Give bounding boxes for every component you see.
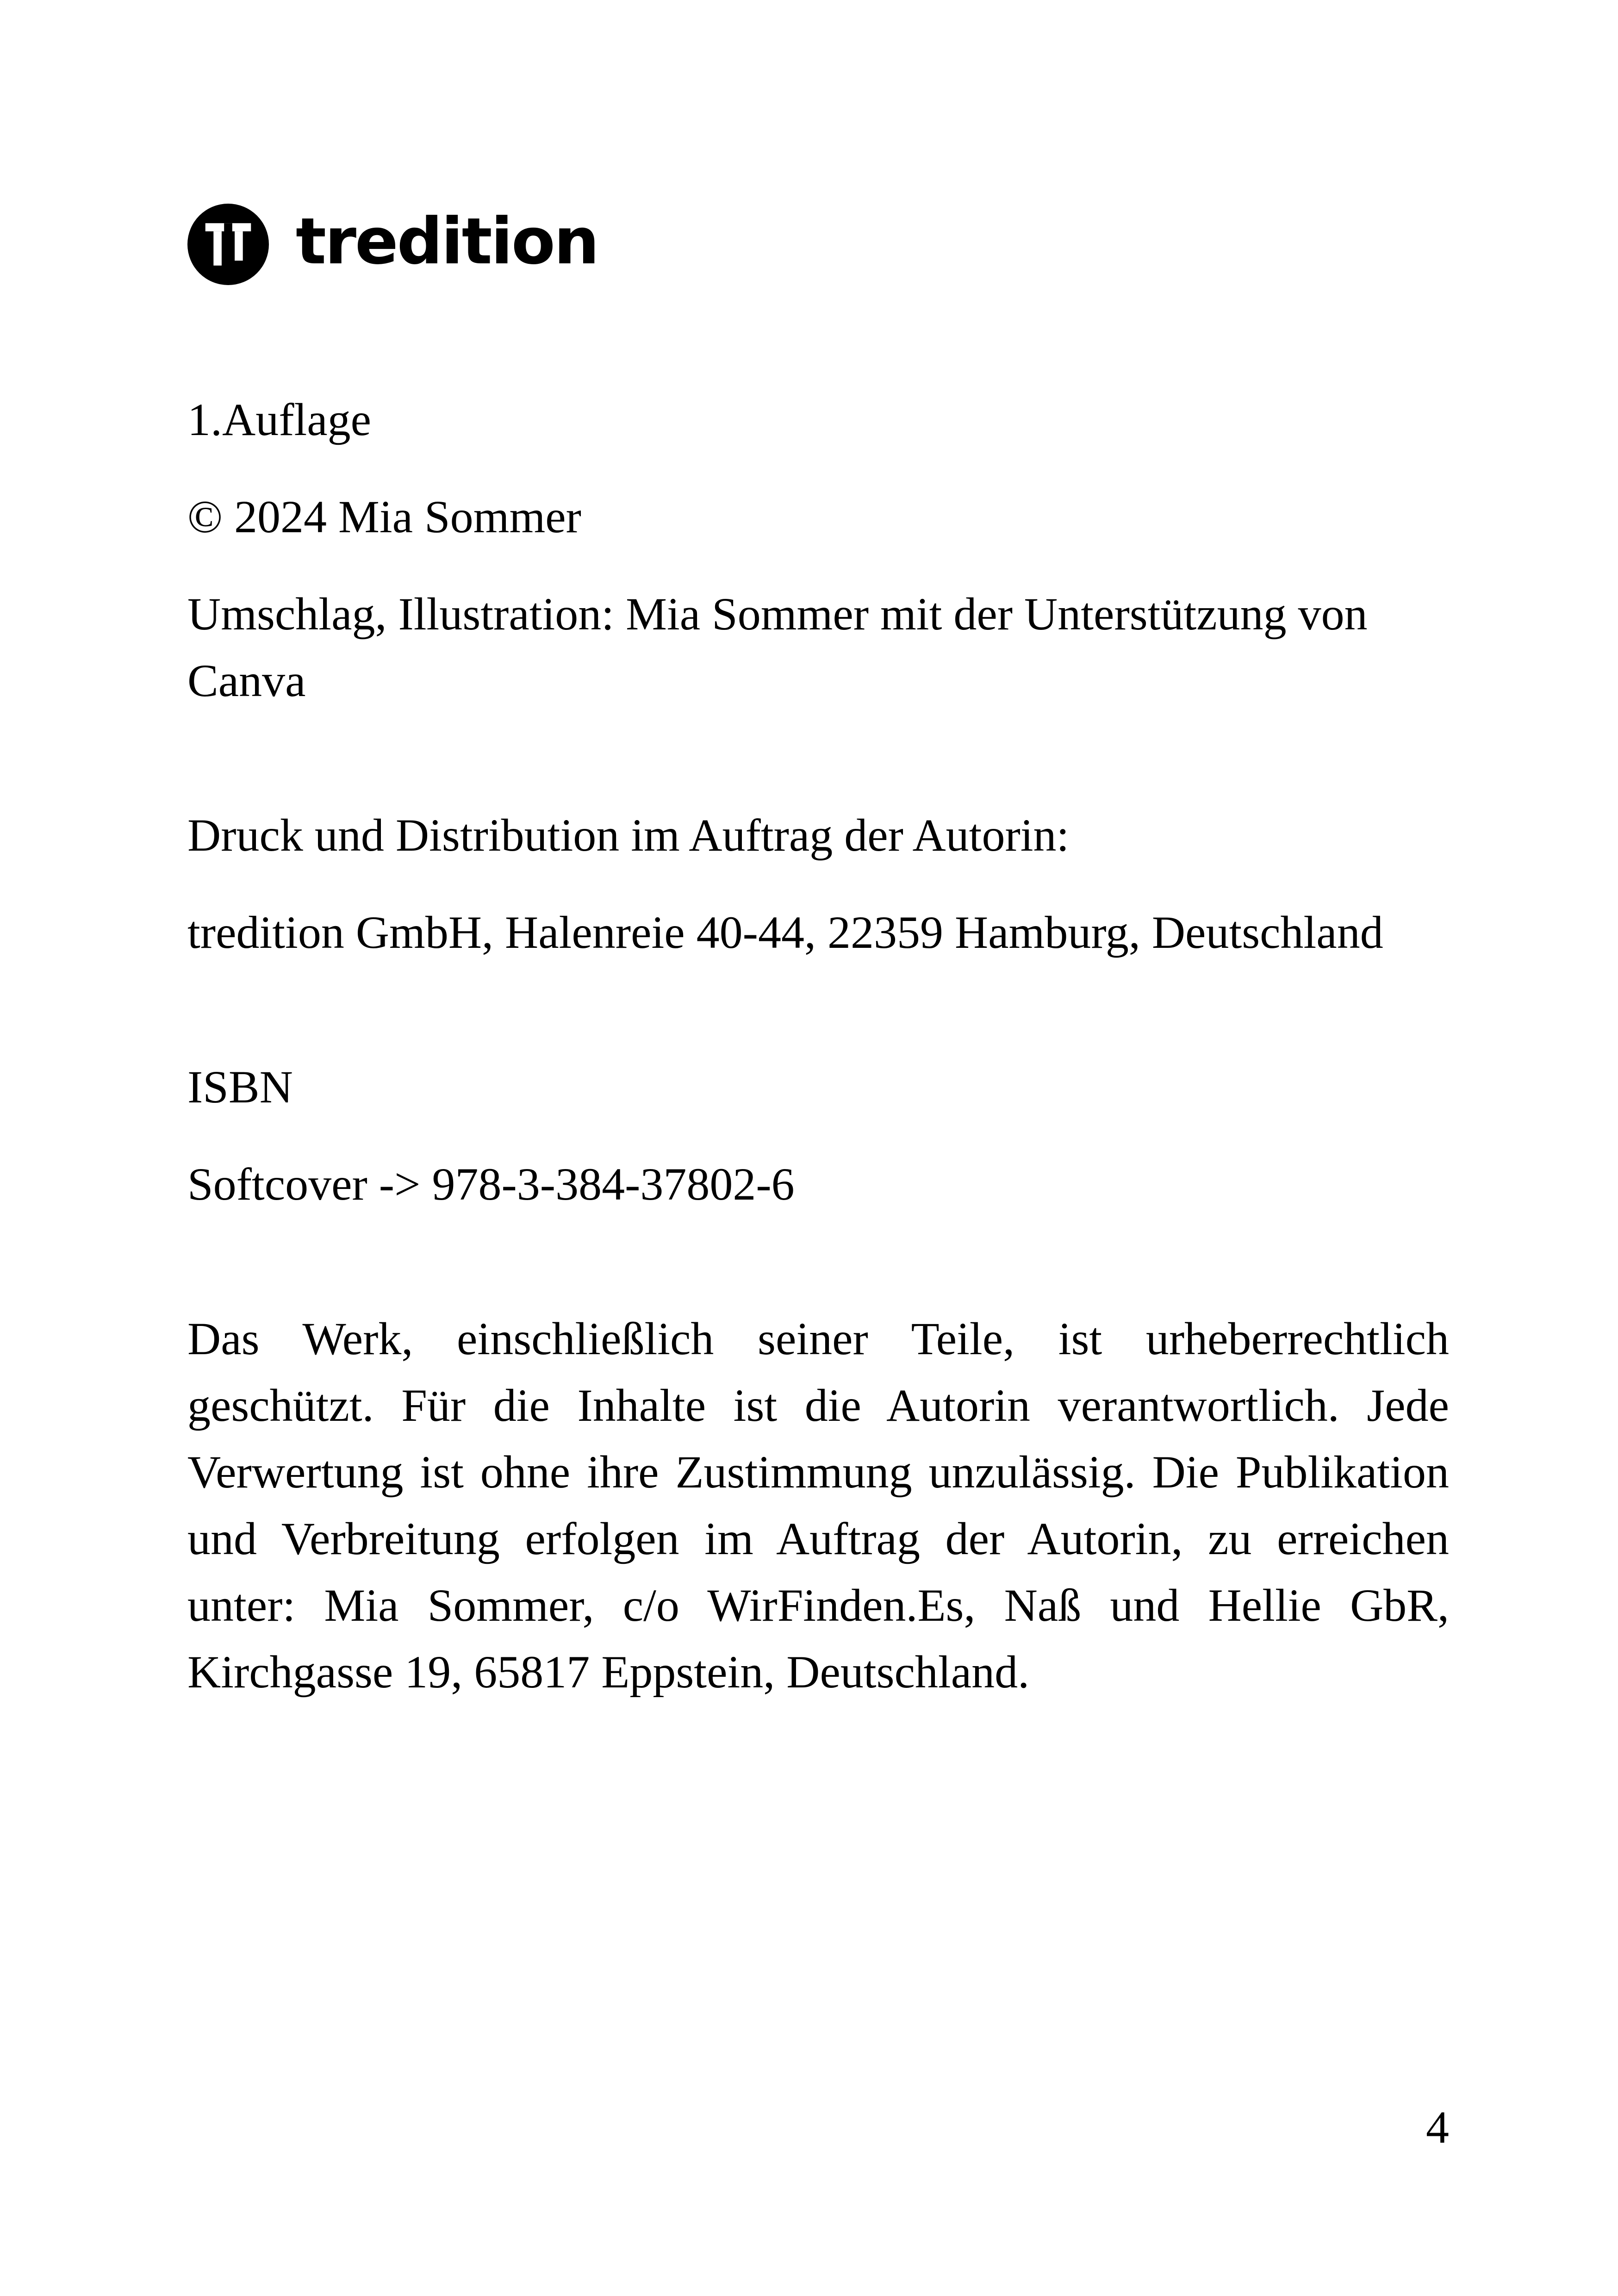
cover-credit: Umschlag, Illustration: Mia Sommer mit der Unterstützung von Canva [187, 588, 1368, 706]
edition-line: 1.Auflage [187, 394, 372, 445]
tredition-logo-icon [187, 204, 269, 285]
legal-notice: Das Werk, einschließlich seiner Teile, ist urheberrechtlich geschützt. Für die Inhalte ist die Autorin verantwortlich. Jede Verwertung ist ohne ihre Zustimmung unzulässig. Die Publikation und Verbreitung erfolgen im Auftrag der Autorin, zu erreichen unter: Mia Sommer, c/o WirFinden.Es, Naß und Hellie GbR, Kirchgasse 19, 65817 Eppstein, Deutschland. [187, 1313, 1449, 1698]
publisher-address: tredition GmbH, Halenreie 40-44, 22359 Hamburg, Deutschland [187, 907, 1383, 958]
copyright-line: © 2024 Mia Sommer [187, 491, 581, 542]
isbn-label: ISBN [187, 1061, 293, 1113]
print-heading: Druck und Distribution im Auftrag der Autorin: [187, 809, 1070, 861]
page-number: 4 [1426, 2102, 1449, 2153]
publisher-logo [187, 203, 598, 286]
isbn-softcover: Softcover -> 978-3-384-37802-6 [187, 1158, 795, 1210]
logo-wordmark: tredition [296, 204, 598, 279]
imprint-text [187, 386, 1449, 1705]
